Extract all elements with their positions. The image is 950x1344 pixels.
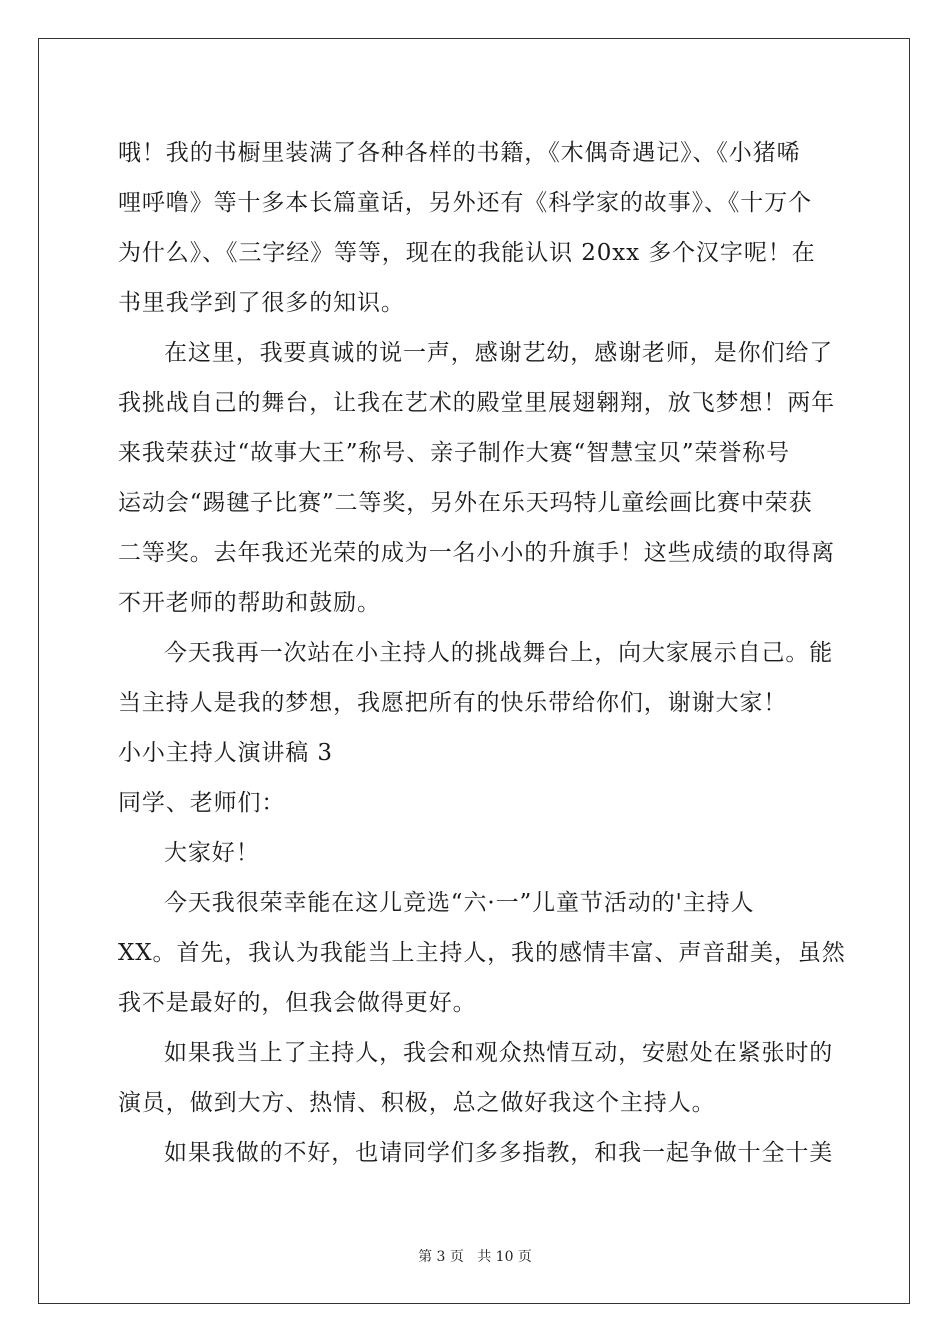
text-line: 不开老师的帮助和鼓励。 <box>118 590 381 616</box>
section-title: 小小主持人演讲稿 3 <box>118 740 333 766</box>
text-line: 书里我学到了很多的知识。 <box>118 290 405 316</box>
text-line: 为什么》、《三字经》等等，现在的我能认识 20xx 多个汉字呢！在 <box>118 240 816 266</box>
paragraph-start-line: 今天我很荣幸能在这儿竞选“六·一”儿童节活动的'主持人 <box>164 890 755 916</box>
salutation: 同学、老师们： <box>118 790 286 816</box>
paragraph-start-line: 今天我再一次站在小主持人的挑战舞台上，向大家展示自己。能 <box>164 640 834 666</box>
text-line: 我不是最好的，但我会做得更好。 <box>118 990 477 1016</box>
text-line: 运动会“踢毽子比赛”二等奖，另外在乐天玛特儿童绘画比赛中荣获 <box>118 490 813 516</box>
text-line: 演员，做到大方、热情、积极，总之做好我这个主持人。 <box>118 1090 716 1116</box>
page-number-footer: 第 3 页 共 10 页 <box>418 1249 532 1265</box>
paragraph-start-line: 如果我当上了主持人，我会和观众热情互动，安慰处在紧张时的 <box>164 1040 834 1066</box>
text-line: 我挑战自己的舞台，让我在艺术的殿堂里展翅翱翔，放飞梦想！两年 <box>118 390 835 416</box>
greeting: 大家好！ <box>164 840 260 866</box>
text-line: 哩呼噜》等十多本长篇童话，另外还有《科学家的故事》、《十万个 <box>118 190 812 216</box>
text-line: 当主持人是我的梦想，我愿把所有的快乐带给你们，谢谢大家！ <box>118 690 788 716</box>
paragraph-start-line: 如果我做的不好，也请同学们多多指教，和我一起争做十全十美 <box>164 1140 834 1166</box>
text-line: XX。首先，我认为我能当上主持人，我的感情丰富、声音甜美，虽然 <box>118 940 846 966</box>
text-line: 来我荣获过“故事大王”称号、亲子制作大赛“智慧宝贝”荣誉称号 <box>118 440 791 466</box>
document-body <box>118 128 846 1178</box>
text-line: 二等奖。去年我还光荣的成为一名小小的升旗手！这些成绩的取得离 <box>118 540 835 566</box>
text-line: 哦！我的书橱里装满了各种各样的书籍，《木偶奇遇记》、《小猪唏 <box>118 140 801 166</box>
paragraph-start-line: 在这里，我要真诚的说一声，感谢艺幼，感谢老师，是你们给了 <box>164 340 834 366</box>
